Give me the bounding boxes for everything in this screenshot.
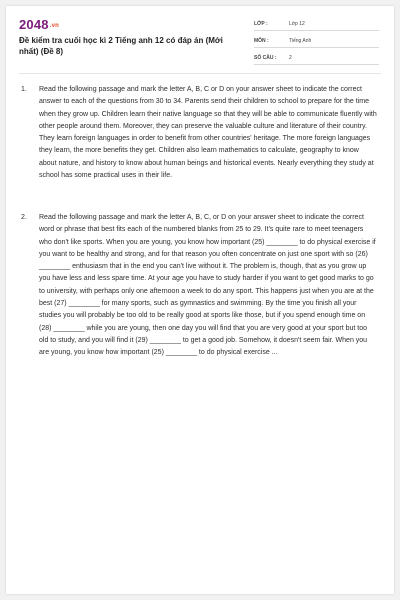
question-number: 2.	[21, 214, 27, 221]
meta-count-value: 2	[289, 55, 292, 61]
page-header	[6, 6, 394, 68]
meta-grade-row	[254, 18, 379, 31]
meta-grade-label: LỚP :	[254, 21, 268, 27]
meta-subject-row	[254, 35, 379, 48]
meta-count-row	[254, 52, 379, 65]
exam-page	[6, 6, 394, 594]
site-logo[interactable]	[19, 17, 59, 32]
meta-grade-value: Lớp 12	[289, 21, 305, 27]
meta-subject-value: Tiếng Anh	[289, 38, 312, 44]
logo-domain: .vn	[49, 23, 60, 29]
question-text: Read the following passage and mark the letter A, B, C or D on your answer sheet to indicate the correct answer to each of the questions from 30 to 34. Parents send their children to school to prepare for the time when they grow up. Children learn their native language so that they will be able to communicate fluently with other people around them. Moreover, they can preserve the valuable culture and literature of their country. They learn foreign languages in order to benefit from other countries' heritage. The more foreign languages they learn, the more benefits they get. Children also learn mathematics to calculate, geography to know about nature, and history to know about human beings and historical events. Nearly everything they study at school has some practical uses in their life.	[39, 86, 377, 180]
meta-subject-label: MÔN :	[254, 38, 269, 44]
header-divider	[19, 73, 381, 74]
question-text: Read the following passage and mark the letter A, B, C, or D on your answer sheet to indicate the correct word or phrase that best fits each of the numbered blanks from 25 to 29. It's quite rare to meet teenagers who don't like sports. When you are young, you know how important (25) ________ to do physical exercise if you want to be healthy and strong, and for that reason you often concentrate on just one sport with so (26) ________ enthusiasm that in the end you can't live without it. The problem is, though, that as you grow up you have less and less spare time. At your age you have to study harder if you want to get good marks to go to university, with perhaps only one afternoon a week to do any sport. This happens just when you are at the best (27) ________ for many sports, such as gymnastics and swimming. By the time you finish all your studies you will probably be too old to be really good at sports like those, but if you spend enough time on (28) ________ while you are young, then one day you will find that you are very good at your sport but too old to study, and you will find it (29) ________ to get a good job. Somehow, it doesn't seem fair. When you are young, you know how important (25) ________ to do physical exercise ...	[39, 214, 376, 357]
exam-meta	[254, 18, 379, 69]
meta-count-label: SỐ CÂU :	[254, 55, 277, 61]
question-number: 1.	[21, 86, 27, 93]
logo-text: 2048	[19, 17, 49, 32]
page-title: Đề kiểm tra cuối học kì 2 Tiếng anh 12 có đáp án (Mới nhất) (Đề 8)	[19, 36, 223, 56]
